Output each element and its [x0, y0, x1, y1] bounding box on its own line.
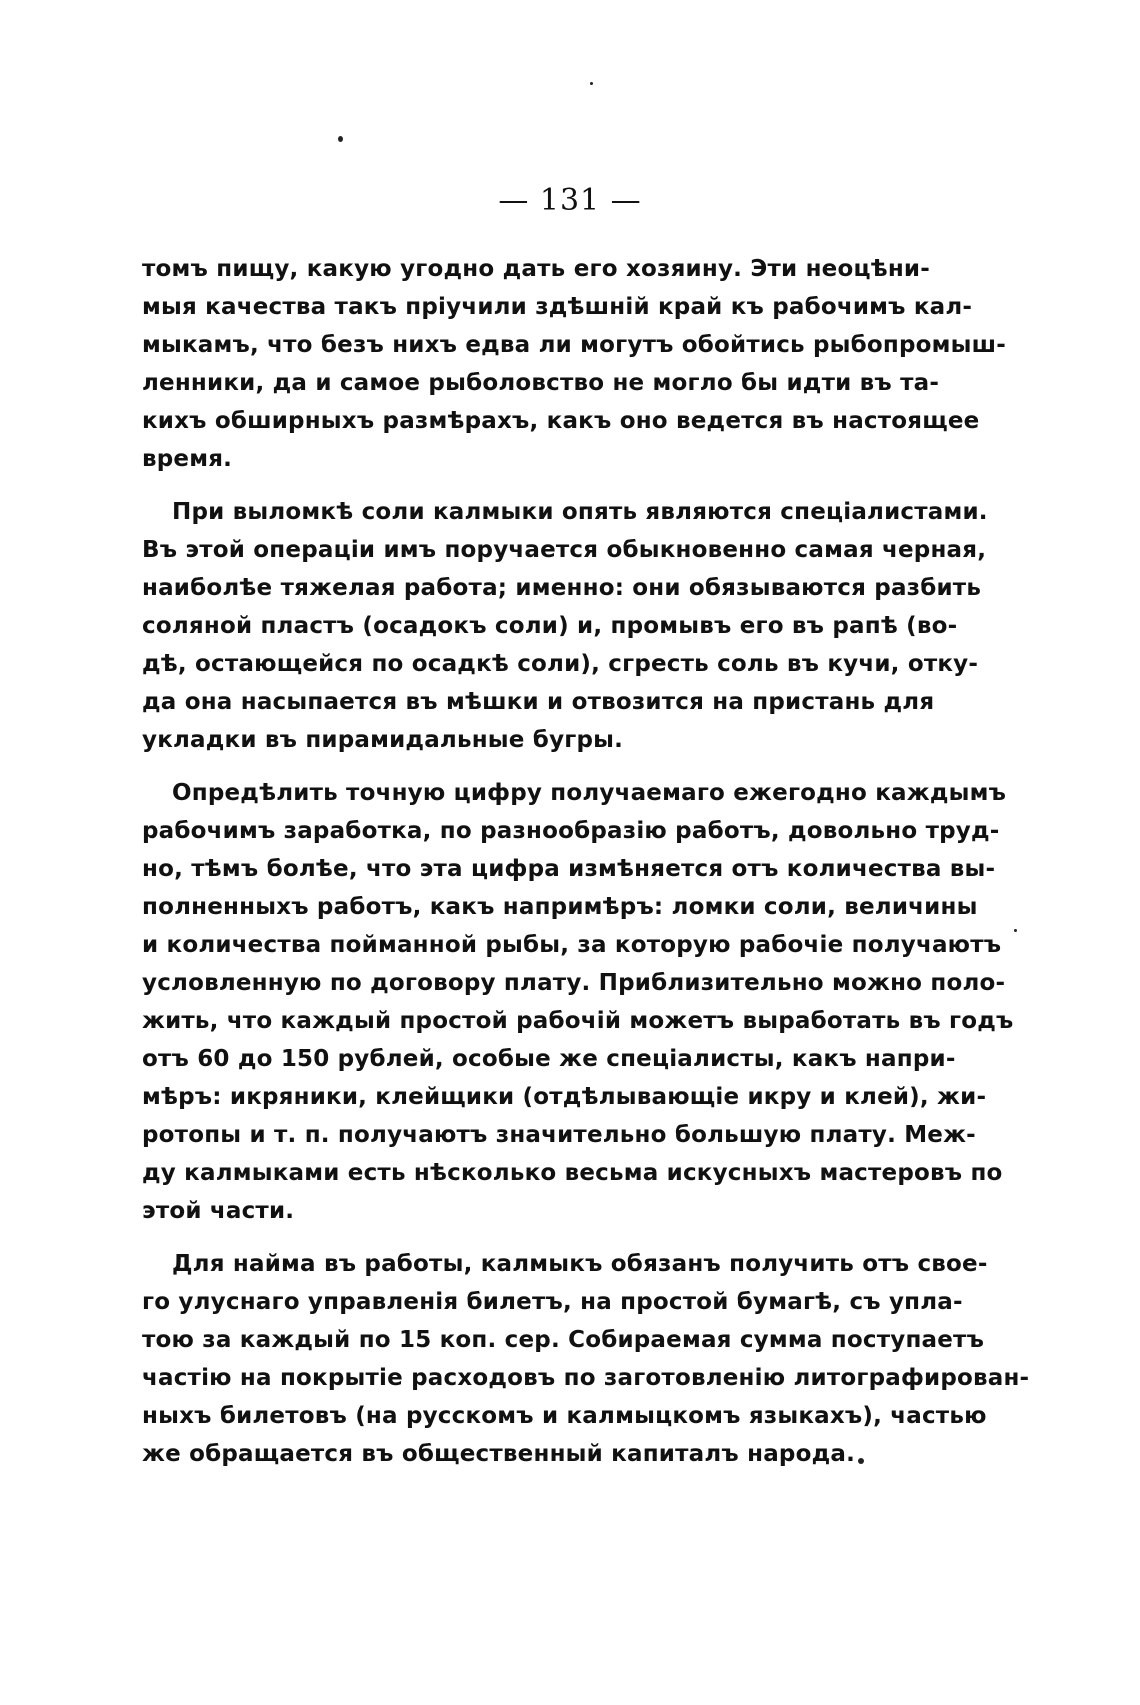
text-line: томъ пищу, какую угодно дать его хозяину. Эти неоцѣни- — [142, 256, 930, 282]
text-line: и количества пойманной рыбы, за которую рабочіе получаютъ — [142, 932, 1002, 958]
print-speck — [590, 82, 593, 85]
text-line: При выломкѣ соли калмыки опять являются спеціалистами. — [172, 499, 988, 525]
text-line: соляной пластъ (осадокъ соли) и, промывъ его въ рапѣ (во- — [142, 613, 958, 639]
paragraph — [142, 250, 1007, 478]
paragraph — [142, 493, 988, 759]
text-line: мыя качества такъ пріучили здѣшній край къ рабочимъ кал- — [142, 294, 973, 320]
text-line: полненныхъ работъ, какъ напримѣръ: ломки соли, величины — [142, 894, 978, 920]
text-line: дѣ, остающейся по осадкѣ соли), сгресть соль въ кучи, отку- — [142, 651, 979, 677]
text-line: тою за каждый по 15 коп. сер. Собираемая сумма поступаетъ — [142, 1327, 985, 1353]
text-line: этой части. — [142, 1198, 295, 1224]
text-line: ротопы и т. п. получаютъ значительно большую плату. Меж- — [142, 1122, 976, 1148]
text-line: отъ 60 до 150 рублей, особые же спеціалисты, какъ напри- — [142, 1046, 956, 1072]
print-speck — [1014, 929, 1017, 932]
print-speck — [338, 136, 343, 142]
text-line: частію на покрытіе расходовъ по заготовленію литографирован- — [142, 1365, 1030, 1391]
text-line: мыкамъ, что безъ нихъ едва ли могутъ обойтись рыбопромыш- — [142, 332, 1007, 358]
text-line: же обращается въ общественный капиталъ народа. — [142, 1441, 856, 1467]
text-line: кихъ обширныхъ размѣрахъ, какъ оно ведется въ настоящее — [142, 408, 980, 434]
text-line: Для найма въ работы, калмыкъ обязанъ получить отъ свое- — [172, 1251, 988, 1277]
text-line: наиболѣе тяжелая работа; именно: они обязываются разбить — [142, 575, 982, 601]
text-line: го улуснаго управленія билетъ, на простой бумагѣ, съ упла- — [142, 1289, 963, 1315]
text-line: Въ этой операціи имъ поручается обыкновенно самая черная, — [142, 537, 987, 563]
text-line: но, тѣмъ болѣе, что эта цифра измѣняется отъ количества вы- — [142, 856, 996, 882]
text-line: мѣръ: икряники, клейщики (отдѣлывающіе икру и клей), жи- — [142, 1084, 987, 1110]
page-number: — 131 — — [498, 183, 642, 218]
text-line: жить, что каждый простой рабочій можетъ выработать въ годъ — [142, 1008, 1014, 1034]
text-line: условленную по договору плату. Приблизительно можно поло- — [142, 970, 1006, 996]
text-line: ныхъ билетовъ (на русскомъ и калмыцкомъ языкахъ), частью — [142, 1403, 987, 1429]
text-line: время. — [142, 446, 233, 472]
paragraph — [142, 774, 1014, 1230]
text-line: укладки въ пирамидальные бугры. — [142, 727, 624, 753]
paragraph — [142, 1245, 1030, 1473]
text-line: ду калмыками есть нѣсколько весьма искусныхъ мастеровъ по — [142, 1160, 1003, 1186]
text-line: ленники, да и самое рыболовство не могло бы идти въ та- — [142, 370, 940, 396]
text-line: Опредѣлить точную цифру получаемаго ежегодно каждымъ — [172, 780, 1007, 806]
body-text — [142, 250, 1030, 1473]
text-line: рабочимъ заработка, по разнообразію работъ, довольно труд- — [142, 818, 1000, 844]
text-line: да она насыпается въ мѣшки и отвозится на пристань для — [142, 689, 935, 715]
